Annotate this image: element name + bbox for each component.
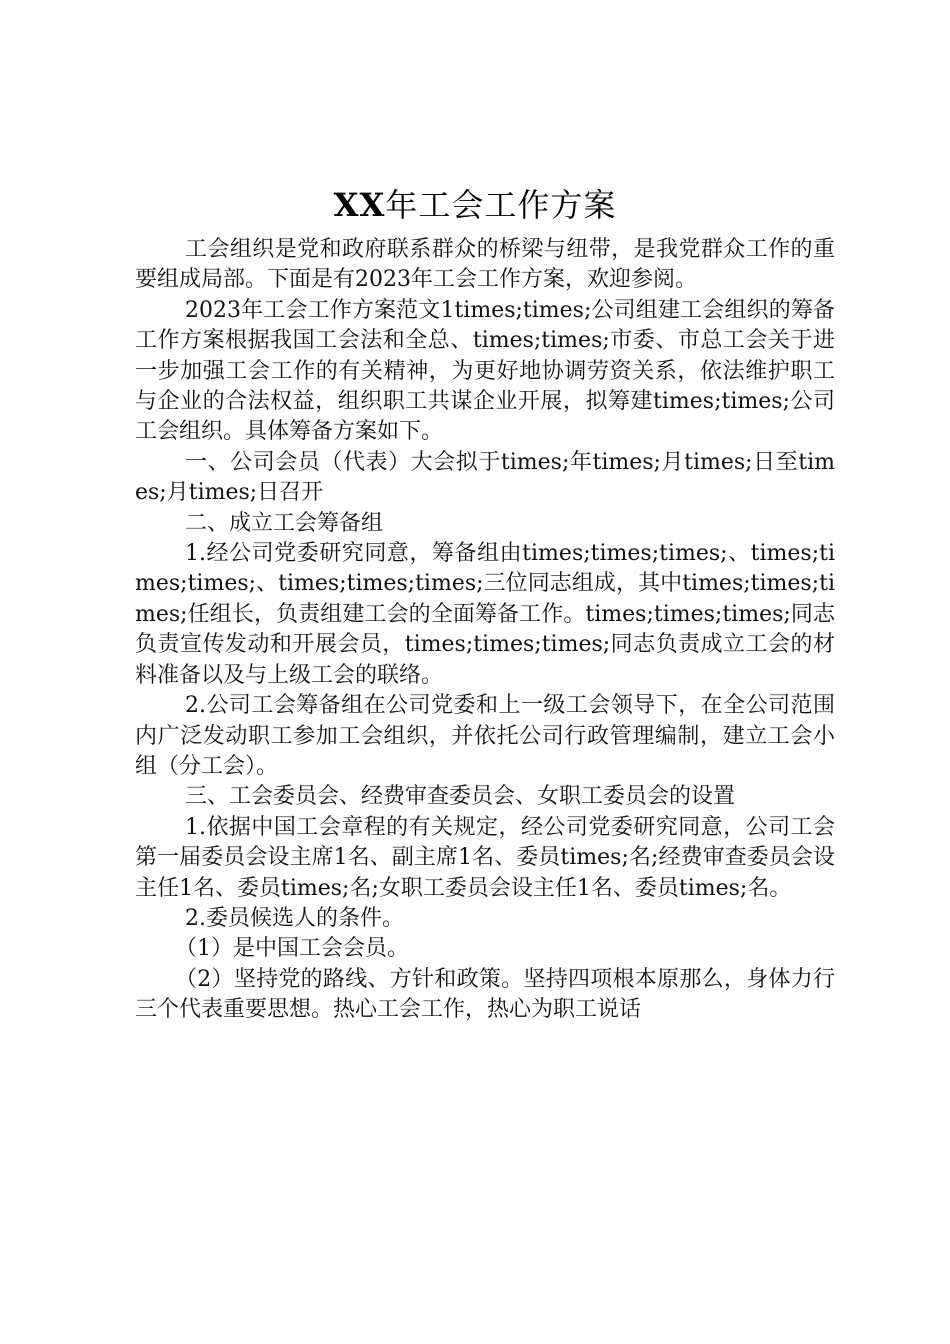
intro-paragraph: 工会组织是党和政府联系群众的桥梁与纽带，是我党群众工作的重要组成局部。下面是有2023年工会工作方案，欢迎参阅。 — [135, 237, 835, 293]
paragraph-item-3-1: 1.依据中国工会章程的有关规定，经公司党委研究同意，公司工会第一届委员会设主席1名、副主席1名、委员times;名;经费审查委员会设主任1名、委员times;名;女职工委员会设主任1名、委员times;名。 — [135, 814, 835, 901]
section-heading-1: 一、公司会员（代表）大会拟于times;年times;月times;日至times;月times;日召开 — [135, 449, 835, 506]
paragraph-condition-2: （2）坚持党的路线、方针和政策。坚持四项根本原那么，身体力行三个代表重要思想。热心工会工作，热心为职工说话 — [135, 966, 835, 1023]
section-heading-2: 二、成立工会筹备组 — [185, 510, 384, 536]
document-body — [135, 235, 835, 1026]
title-prefix: XX — [333, 186, 386, 224]
title-rest: 年工会工作方案 — [385, 186, 617, 224]
paragraph-item-2-1: 1.经公司党委研究同意，筹备组由times;times;times;、times;times;times;、times;times;times;三位同志组成，其中times;times;times;任组长，负责组建工会的全面筹备工作。times;times;times;同志负责宣传发动和开展会员，times;times;times;同志负责成立工会的材料准备以及与上级工会的联络。 — [135, 541, 835, 688]
paragraph-item-3-2: 2.委员候选人的条件。 — [185, 905, 404, 931]
document-title — [0, 183, 950, 227]
section-heading-3: 三、工会委员会、经费审查委员会、女职工委员会的设置 — [185, 784, 736, 810]
paragraph-plan-overview: 2023年工会工作方案范文1times;times;公司组建工会组织的筹备工作方案根据我国工会法和全总、times;times;市委、市总工会关于进一步加强工会工作的有关精神，为更好地协调劳资关系，依法维护职工与企业的合法权益，组织职工共谋企业开展，拟筹建times;times;公司工会组织。具体筹备方案如下。 — [135, 297, 835, 445]
paragraph-condition-1: （1）是中国工会会员。 — [175, 936, 409, 962]
paragraph-item-2-2: 2.公司工会筹备组在公司党委和上一级工会领导下，在全公司范围内广泛发动职工参加工会组织，并依托公司行政管理编制，建立工会小组（分工会）。 — [135, 693, 835, 779]
